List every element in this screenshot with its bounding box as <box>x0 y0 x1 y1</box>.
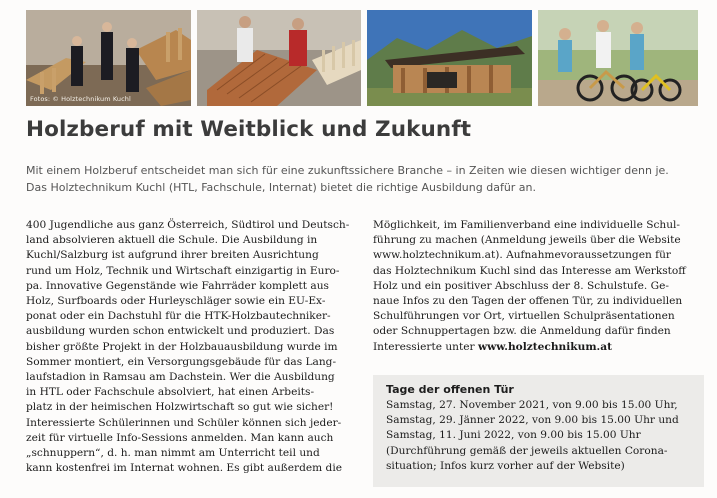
infobox-title: Tage der offenen Tür <box>386 383 514 396</box>
body-line: Schulführungen vor Ort, virtuellen Schulpräsentationen <box>373 310 675 323</box>
body-line: Holz und ein positiver Abschluss der 8. Schulstufe. Ge- <box>373 279 669 292</box>
body-line: „schnuppern“, d. h. man nimmt am Unterricht teil und <box>26 447 320 460</box>
body-right-column <box>373 218 703 355</box>
body-line: oder Schnuppertagen bzw. die Anmeldung dafür finden <box>373 325 671 338</box>
body-line: land absolvieren aktuell die Schule. Die Ausbildung in <box>26 234 318 247</box>
article-headline: Holzberuf mit Weitblick und Zukunft <box>26 117 472 142</box>
infobox-line: Samstag, 27. November 2021, von 9.00 bis 15.00 Uhr, <box>386 399 678 411</box>
body-line: rund um Holz, Technik und Wirtschaft einzigartig in Euro- <box>26 264 340 277</box>
body-line: ausbildung wurden schon entwickelt und produziert. Das <box>26 325 335 338</box>
infobox-line: situation; Infos kurz vorher auf der Website) <box>386 459 625 472</box>
link-prefix: Interessierte unter <box>373 340 478 353</box>
body-line: Holz, Surfboards oder Hurleyschläger sowie ein EU-Ex- <box>26 295 326 308</box>
open-day-infobox <box>373 375 704 487</box>
photo-strip <box>26 10 698 106</box>
intro-line: Mit einem Holzberuf entscheidet man sich für eine zukunftssichere Branche – in Zeiten wie diesen wichtiger denn je. <box>26 164 669 177</box>
photo-students-wood-structure-image <box>26 10 191 106</box>
body-line: laufstadion in Ramsau am Dachstein. Wer die Ausbildung <box>26 371 335 384</box>
body-line: bisher größte Projekt in der Holzbauausbildung wurde im <box>26 340 338 353</box>
body-line: naue Infos zu den Tagen der offenen Tür, zu individuellen <box>373 295 683 308</box>
body-line: Sommer montiert, ein Versorgungsgebäude für das Lang- <box>26 355 337 368</box>
infobox-text <box>386 398 704 474</box>
body-line: zeit für virtuelle Info-Sessions anmelden. Man kann auch <box>26 431 334 444</box>
body-line: ponat oder ein Dachstuhl für die HTK-Holzbautechniker- <box>26 310 331 323</box>
body-line: in HTL oder Fachschule absolviert, hat einen Arbeits- <box>26 386 315 399</box>
body-line: Interessierte Schülerinnen und Schüler können sich jeder- <box>26 416 342 429</box>
photo-credit: Fotos: © Holztechnikum Kuchl <box>30 95 131 103</box>
photo-wooden-building-image <box>367 10 532 106</box>
infobox-line: Samstag, 29. Jänner 2022, von 9.00 bis 15.00 Uhr und <box>386 414 679 427</box>
body-line: führung zu machen (Anmeldung jeweils über die Website <box>373 234 681 247</box>
intro-line: Das Holztechnikum Kuchl (HTL, Fachschule, Internat) bietet die richtige Ausbildung dafür an. <box>26 181 537 194</box>
photo-roof-model <box>197 10 361 106</box>
photo-wooden-building <box>367 10 532 106</box>
body-line: 400 Jugendliche aus ganz Österreich, Südtirol und Deutsch- <box>26 219 350 231</box>
body-line-with-link <box>373 340 703 355</box>
body-line: www.holztechnikum.at). Aufnahmevoraussetzungen für <box>373 249 671 262</box>
body-line: platz in der heimischen Holzwirtschaft so gut wie sicher! <box>26 401 334 414</box>
photo-roof-model-image <box>197 10 361 106</box>
infobox-line: Samstag, 11. Juni 2022, von 9.00 bis 15.00 Uhr <box>386 429 641 442</box>
article-intro <box>26 162 706 196</box>
body-line: kann kostenfrei im Internat wohnen. Es gibt außerdem die <box>26 462 342 475</box>
photo-wooden-bikes <box>538 10 698 106</box>
photo-students-wood-structure <box>26 10 191 106</box>
photo-wooden-bikes-image <box>538 10 698 106</box>
body-left-column <box>26 218 358 476</box>
body-line: Kuchl/Salzburg ist aufgrund ihrer breiten Ausrichtung <box>26 249 319 262</box>
body-line: pa. Innovative Gegenstände wie Fahrräder komplett aus <box>26 279 329 292</box>
body-line: das Holztechnikum Kuchl sind das Interesse am Werkstoff <box>373 264 686 277</box>
website-link[interactable]: www.holztechnikum.at <box>477 340 612 353</box>
body-line: Möglichkeit, im Familienverband eine individuelle Schul- <box>373 219 681 231</box>
infobox-line: (Durchführung gemäß der jeweils aktuellen Corona- <box>386 444 668 457</box>
